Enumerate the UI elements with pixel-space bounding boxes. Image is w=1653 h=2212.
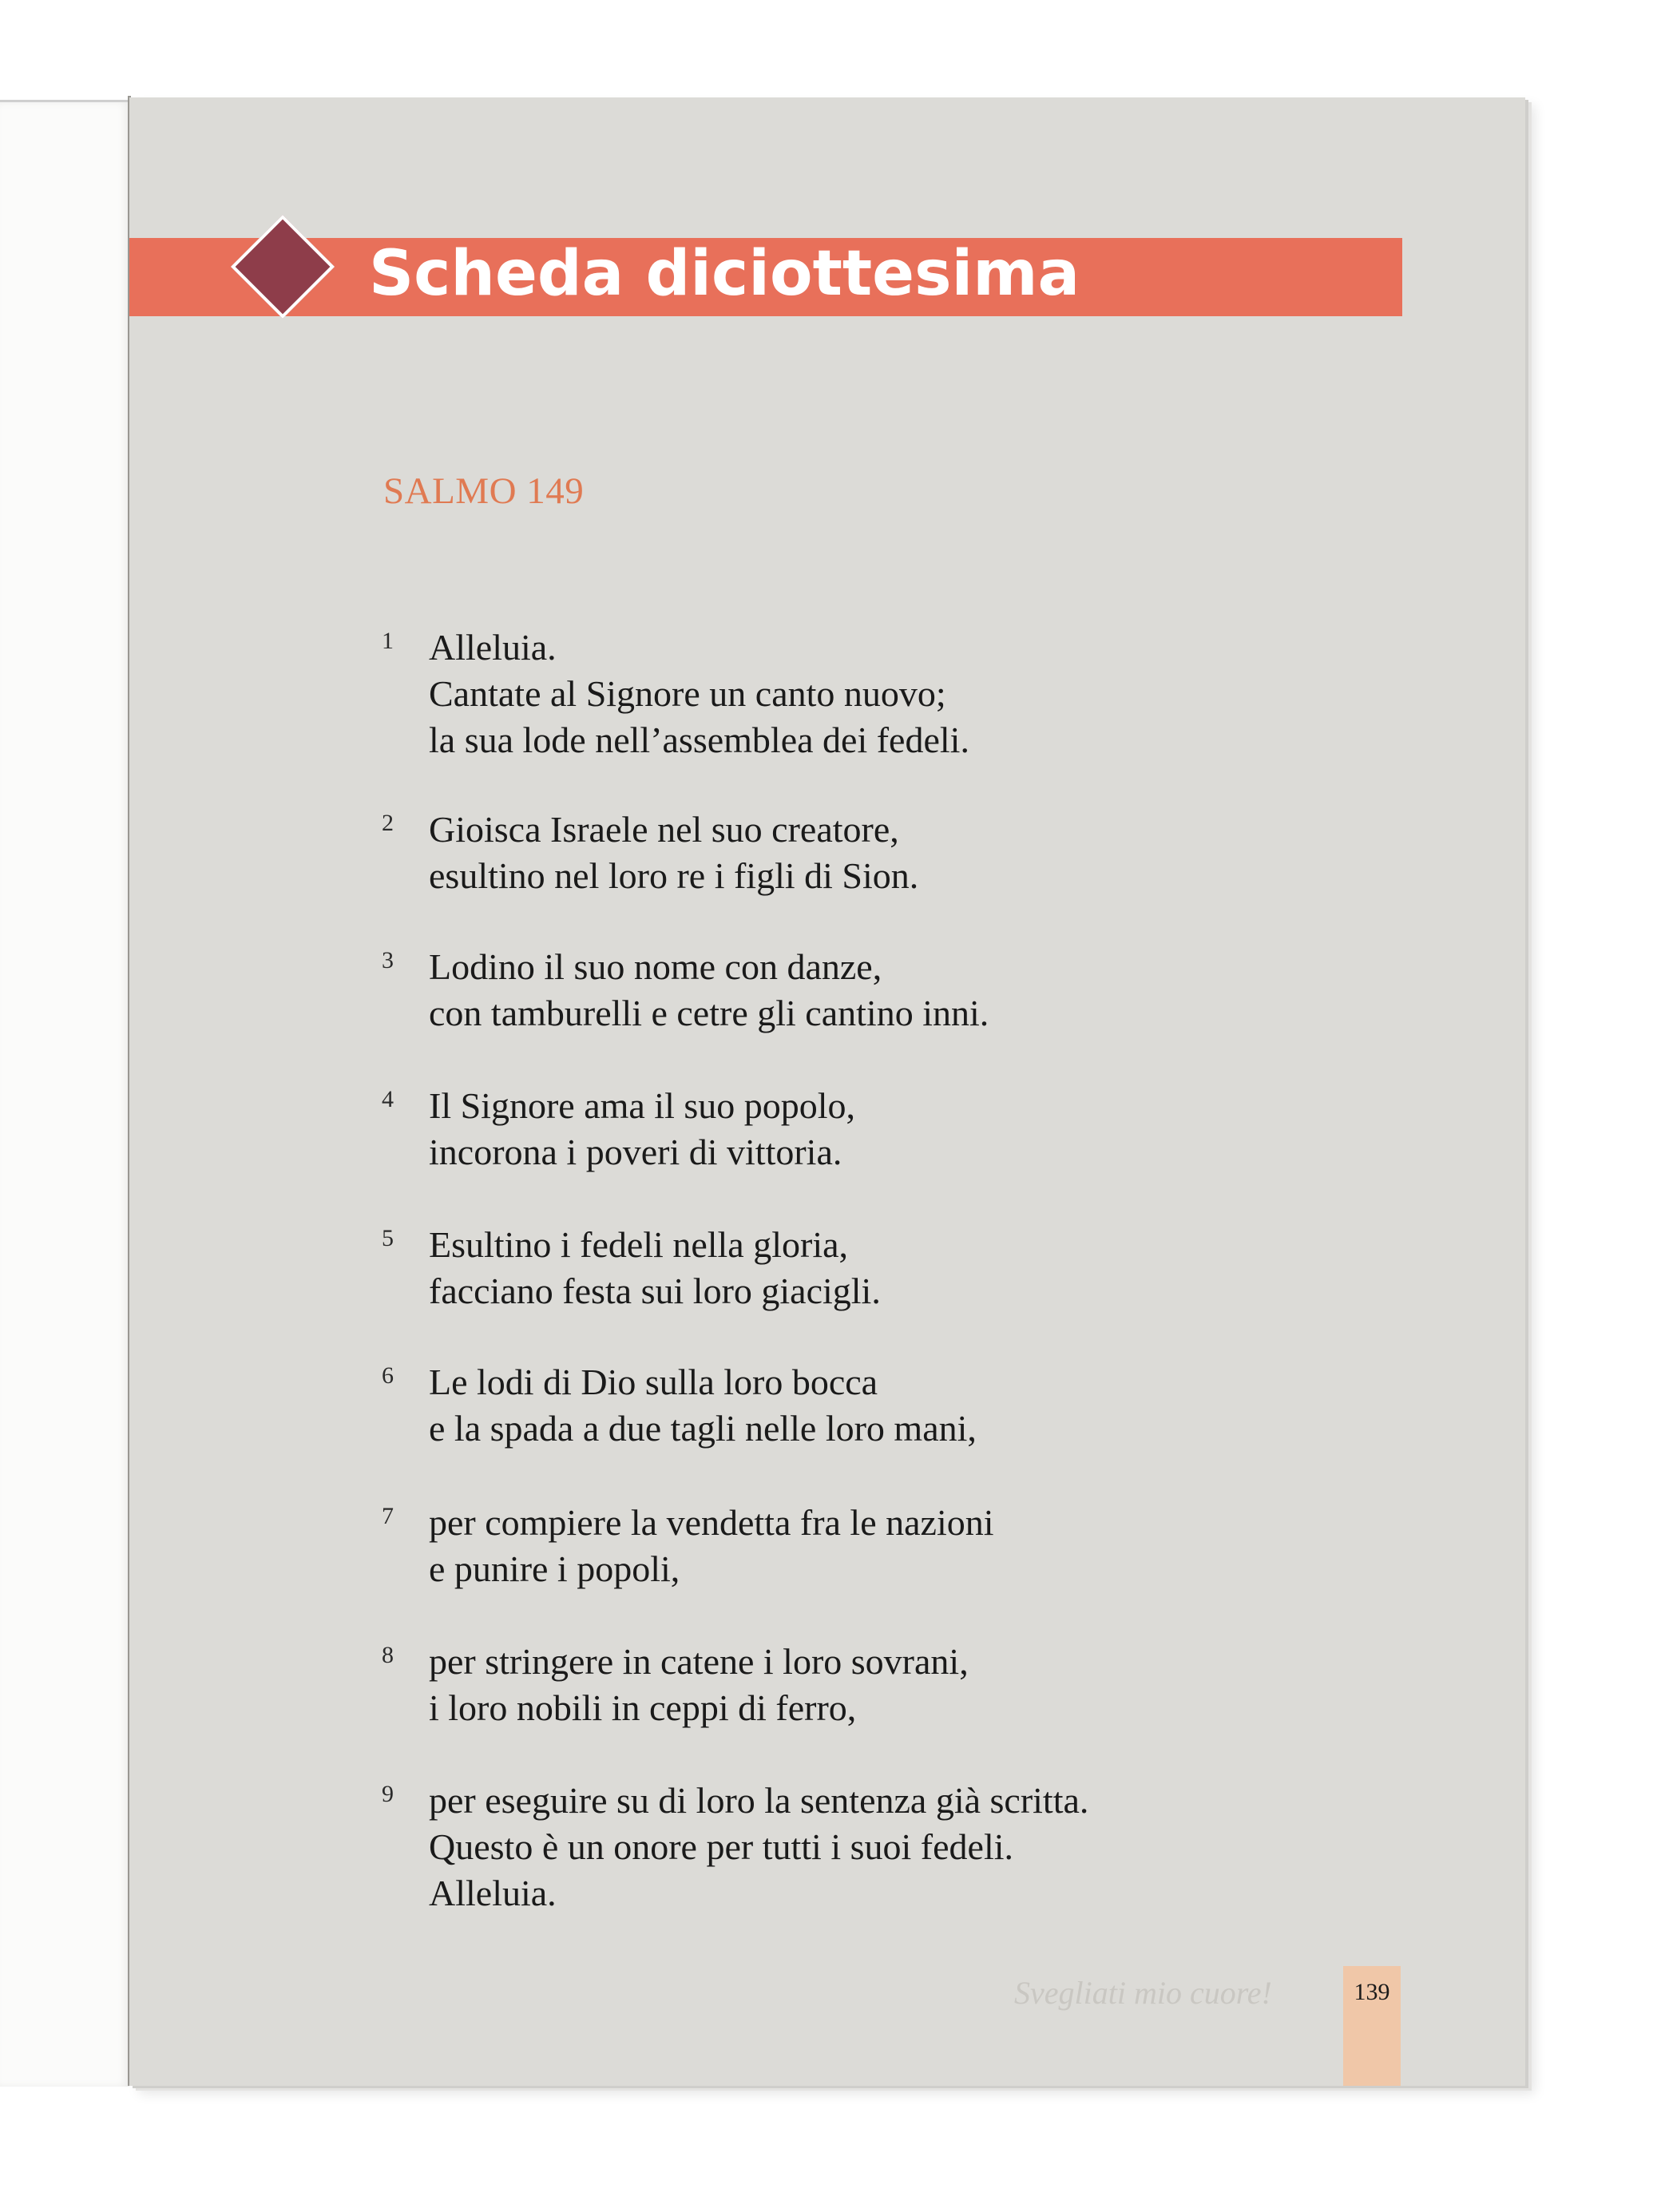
- verse-line: per stringere in catene i loro sovrani,: [429, 1641, 969, 1682]
- book-page: [129, 97, 1525, 2086]
- verse-text: [429, 1778, 1088, 1917]
- verse-text: [429, 1083, 855, 1175]
- verse-line: Esultino i fedeli nella gloria,: [429, 1224, 849, 1265]
- verse-line: Gioisca Israele nel suo creatore,: [429, 809, 899, 850]
- verse-text: [429, 807, 918, 899]
- verse-line: Questo è un onore per tutti i suoi fedeli.: [429, 1826, 1014, 1867]
- verse-number: 2: [382, 810, 394, 836]
- page-number: 139: [1354, 1979, 1390, 2005]
- psalm-title: SALMO 149: [383, 470, 585, 512]
- verse-line: Lodino il suo nome con danze,: [429, 946, 882, 987]
- verse-line: per compiere la vendetta fra le nazioni: [429, 1502, 994, 1543]
- verse-line: incorona i poveri di vittoria.: [429, 1132, 842, 1172]
- verse-text: [429, 944, 989, 1037]
- verse-line: Alleluia.: [429, 627, 557, 668]
- verse-line: e punire i popoli,: [429, 1548, 680, 1589]
- verse-line: Alleluia.: [429, 1873, 557, 1913]
- verse-number: 4: [382, 1086, 394, 1112]
- verse-line: Le lodi di Dio sulla loro bocca: [429, 1362, 878, 1402]
- verse-number: 1: [382, 628, 394, 654]
- verse-line: con tamburelli e cetre gli cantino inni.: [429, 993, 989, 1033]
- facing-page: [0, 100, 129, 2087]
- verse-number: 6: [382, 1362, 394, 1389]
- verse-line: esultino nel loro re i figli di Sion.: [429, 855, 919, 896]
- verse-number: 8: [382, 1642, 394, 1668]
- verse-text: [429, 1500, 994, 1592]
- verse-line: la sua lode nell’assemblea dei fedeli.: [429, 719, 969, 760]
- verse-number: 9: [382, 1781, 394, 1807]
- verse-line: i loro nobili in ceppi di ferro,: [429, 1687, 857, 1728]
- verse-line: Cantate al Signore un canto nuovo;: [429, 673, 946, 714]
- verse-text: [429, 1639, 969, 1731]
- verse-number: 3: [382, 947, 394, 973]
- verse-number: 7: [382, 1503, 394, 1529]
- verse-text: [429, 1222, 881, 1314]
- verse-line: facciano festa sui loro giacigli.: [429, 1271, 881, 1311]
- section-title: Scheda diciottesima: [369, 238, 1080, 310]
- verse-line: Il Signore ama il suo popolo,: [429, 1085, 856, 1126]
- verse-number: 5: [382, 1225, 394, 1251]
- verse-text: [429, 1359, 977, 1452]
- verse-text: [429, 624, 969, 763]
- verse-line: e la spada a due tagli nelle loro mani,: [429, 1408, 977, 1449]
- verse-line: per eseguire su di loro la sentenza già scritta.: [429, 1780, 1089, 1821]
- running-footer-title: Svegliati mio cuore!: [1014, 1975, 1272, 2011]
